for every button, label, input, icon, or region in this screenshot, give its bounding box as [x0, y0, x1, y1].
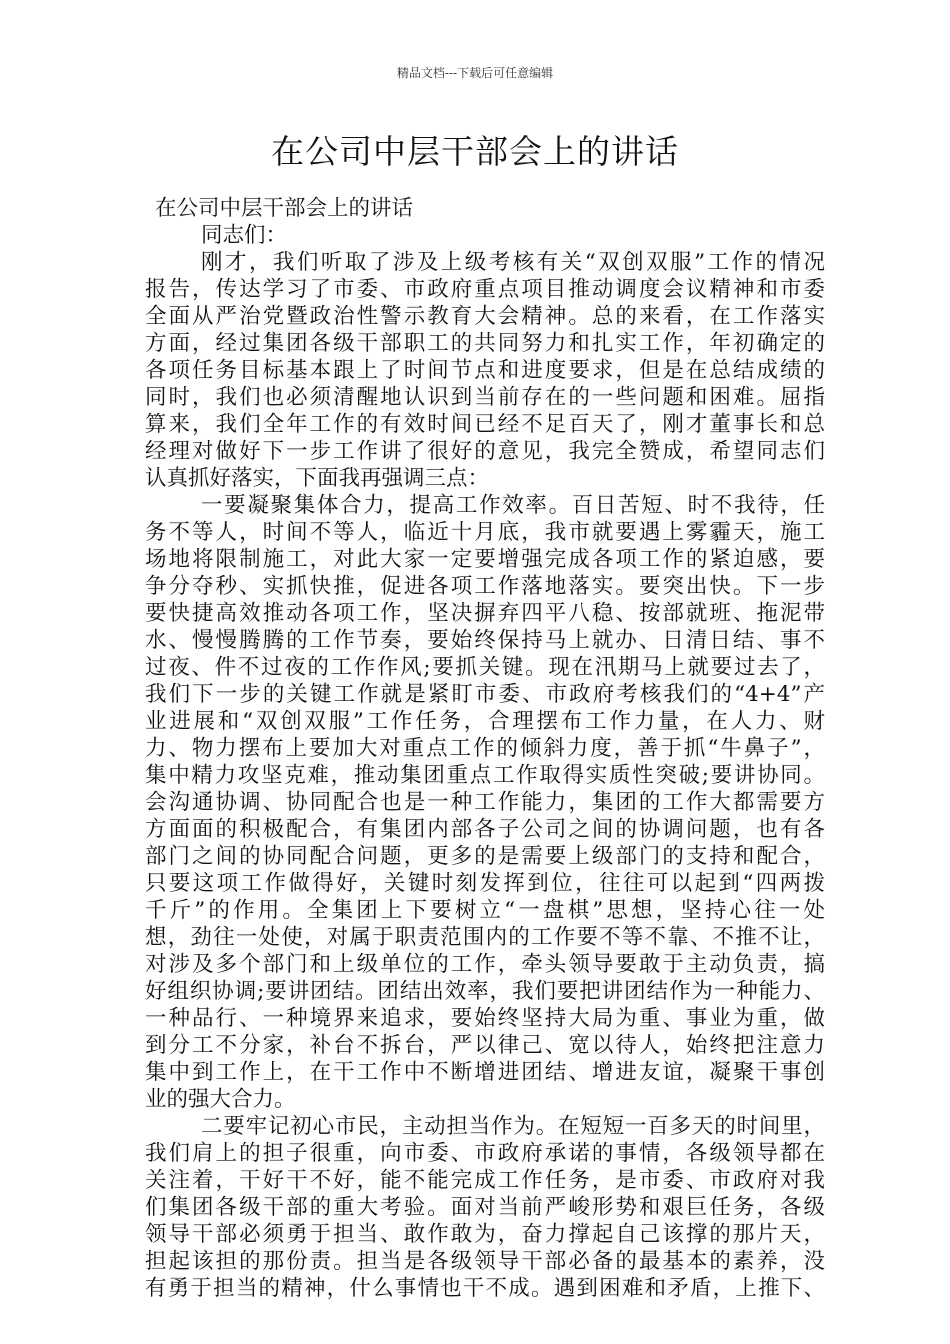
paragraph-line: 力、物力摆布上要加大对重点工作的倾斜力度，善于抓“牛鼻子”， [145, 736, 825, 761]
paragraph-line: 各项任务目标基本跟上了时间节点和进度要求，但是在总结成绩的 [145, 358, 825, 383]
paragraph-line: 场地将限制施工，对此大家一定要增强完成各项工作的紧迫感，要 [145, 547, 825, 572]
header-note: 精品文档---下载后可任意编辑 [396, 66, 554, 80]
paragraph [145, 1113, 825, 1302]
paragraph-line: 关注着，干好干不好，能不能完成工作任务，是市委、市政府对我 [145, 1168, 825, 1193]
paragraph-line: 刚才，我们听取了涉及上级考核有关“双创双服”工作的情况 [201, 250, 825, 275]
paragraph-line: 对涉及多个部门和上级单位的工作，牵头领导要敢于主动负责，搞 [145, 952, 825, 977]
paragraph-line: 我们下一步的关键工作就是紧盯市委、市政府考核我们的“4+4”产 [145, 682, 825, 707]
paragraph-line: 争分夺秒、实抓快推，促进各项工作落地落实。要突出快。下一步 [145, 574, 825, 599]
paragraph-line: 千斤”的作用。全集团上下要树立“一盘棋”思想，坚持心往一处 [145, 898, 825, 923]
paragraph-line: 业的强大合力。 [145, 1087, 296, 1112]
paragraph-line: 一要凝聚集体合力，提高工作效率。百日苦短、时不我待，任 [201, 493, 825, 518]
paragraph-line: 担起该担的那份责。担当是各级领导干部必备的最基本的素养，没 [145, 1249, 825, 1274]
paragraph-line: 同时，我们也必须清醒地认识到当前存在的一些问题和困难。屈指 [145, 385, 825, 410]
paragraph-line: 集中精力攻坚克难，推动集团重点工作取得实质性突破;要讲协同。 [145, 763, 825, 788]
paragraph-line: 业进展和“双创双服”工作任务，合理摆布工作力量，在人力、财 [145, 709, 825, 734]
document-title: 在公司中层干部会上的讲话 [271, 132, 679, 171]
paragraph-line: 经理对做好下一步工作讲了很好的意见，我完全赞成，希望同志们 [145, 439, 825, 464]
paragraph-line: 我们肩上的担子很重，向市委、市政府承诺的事情，各级领导都在 [145, 1141, 825, 1166]
document-body [145, 195, 825, 1302]
paragraph [145, 492, 825, 1113]
paragraph-line: 要快捷高效推动各项工作，坚决摒弃四平八稳、按部就班、拖泥带 [145, 601, 825, 626]
body-subtitle: 在公司中层干部会上的讲话 [155, 196, 414, 221]
paragraph-line: 报告，传达学习了市委、市政府重点项目推动调度会议精神和市委 [145, 277, 825, 302]
paragraph-line: 领导干部必须勇于担当、敢作敢为，奋力撑起自己该撑的那片天， [145, 1222, 825, 1247]
paragraph-line: 全面从严治党暨政治性警示教育大会精神。总的来看，在工作落实 [145, 304, 825, 329]
paragraph-line: 方面，经过集团各级干部职工的共同努力和扎实工作，年初确定的 [145, 331, 825, 356]
paragraph-line: 们集团各级干部的重大考验。面对当前严峻形势和艰巨任务，各级 [145, 1195, 825, 1220]
paragraph-line: 有勇于担当的精神，什么事情也干不成。遇到困难和矛盾，上推下、 [145, 1276, 825, 1301]
greeting: 同志们： [201, 223, 288, 248]
paragraph-line: 想，劲往一处使，对属于职责范围内的工作要不等不靠、不推不让， [145, 925, 825, 950]
paragraph-line: 算来，我们全年工作的有效时间已经不足百天了，刚才董事长和总 [145, 412, 825, 437]
paragraph-line: 一种品行、一种境界来追求，要始终坚持大局为重、事业为重，做 [145, 1006, 825, 1031]
paragraph [145, 249, 825, 492]
paragraph-line: 只要这项工作做得好，关键时刻发挥到位，往往可以起到“四两拨 [145, 871, 825, 896]
paragraphs-container [145, 249, 825, 1302]
paragraph-line: 到分工不分家，补台不拆台，严以律己、宽以待人，始终把注意力 [145, 1033, 825, 1058]
paragraph-line: 二要牢记初心市民，主动担当作为。在短短一百多天的时间里， [201, 1114, 825, 1139]
paragraph-line: 认真抓好落实，下面我再强调三点： [145, 466, 490, 491]
paragraph-line: 会沟通协调、协同配合也是一种工作能力，集团的工作大都需要方 [145, 790, 825, 815]
paragraph-line: 集中到工作上，在干工作中不断增进团结、增进友谊，凝聚干事创 [145, 1060, 825, 1085]
paragraph-line: 水、慢慢腾腾的工作节奏，要始终保持马上就办、日清日结、事不 [145, 628, 825, 653]
paragraph-line: 过夜、件不过夜的工作作风;要抓关键。现在汛期马上就要过去了， [145, 655, 825, 680]
paragraph-line: 务不等人，时间不等人，临近十月底，我市就要遇上雾霾天，施工 [145, 520, 825, 545]
paragraph-line: 方面面的积极配合，有集团内部各子公司之间的协调问题，也有各 [145, 817, 825, 842]
paragraph-line: 好组织协调;要讲团结。团结出效率，我们要把讲团结作为一种能力、 [145, 979, 825, 1004]
paragraph-line: 部门之间的协同配合问题，更多的是需要上级部门的支持和配合， [145, 844, 825, 869]
